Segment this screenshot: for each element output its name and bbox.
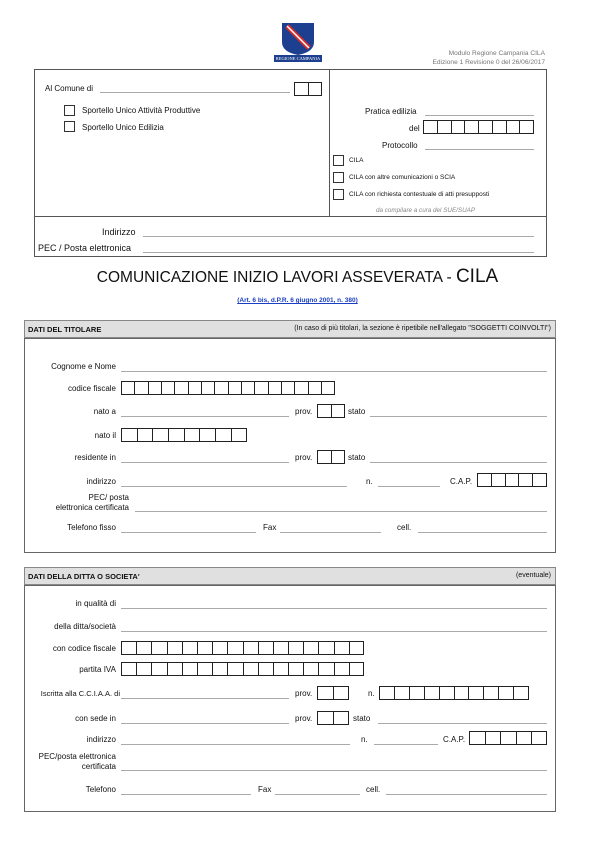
ditta-cap-label: C.A.P. xyxy=(443,735,466,744)
sue-checkbox[interactable] xyxy=(64,121,75,132)
ditta-pec-label2: certificata xyxy=(81,762,116,771)
titolare-heading-bar xyxy=(24,320,556,338)
ditta-cell-label: cell. xyxy=(366,785,381,794)
ditta-label: della ditta/società xyxy=(54,622,116,631)
suap-label: Sportello Unico Attività Produttive xyxy=(82,106,201,115)
titolare-heading: DATI DEL TITOLARE xyxy=(28,325,102,334)
cila-atti-option: CILA con richiesta contestuale di atti presupposti xyxy=(349,191,490,198)
cciaa-n-cells[interactable] xyxy=(379,686,529,700)
page-title xyxy=(0,266,595,288)
del-date-cells[interactable] xyxy=(423,120,534,134)
title-cila: CILA xyxy=(455,266,499,287)
ditta-cf-label: con codice fiscale xyxy=(52,644,116,653)
ditta-num-field[interactable] xyxy=(374,744,438,745)
cila-scia-checkbox[interactable] xyxy=(333,172,344,183)
ditta-indirizzo-label: indirizzo xyxy=(86,735,116,744)
fax-field[interactable] xyxy=(280,532,381,533)
ditta-num-label: n. xyxy=(361,735,368,744)
cila-atti-checkbox[interactable] xyxy=(333,189,344,200)
pec-field[interactable] xyxy=(143,252,534,253)
pec-label: PEC / Posta elettronica xyxy=(38,243,132,253)
num-label: n. xyxy=(366,477,373,486)
protocollo-field[interactable] xyxy=(425,149,534,150)
residente-field[interactable] xyxy=(121,462,289,463)
iva-cells[interactable] xyxy=(121,662,364,676)
cognome-label: Cognome e Nome xyxy=(51,362,116,371)
res-stato-field[interactable] xyxy=(370,462,547,463)
ditta-fax-label: Fax xyxy=(258,785,272,794)
nato-il-label: nato il xyxy=(94,431,116,440)
indirizzo-titolare-field[interactable] xyxy=(121,486,347,487)
logo-caption: REGIONE CAMPANIA xyxy=(275,56,321,61)
cf-label: codice fiscale xyxy=(67,384,116,393)
protocollo-label: Protocollo xyxy=(382,141,418,150)
pec-titolare-label1: PEC/ posta xyxy=(88,493,129,502)
pec-titolare-label2: elettronica certificata xyxy=(55,503,129,512)
title-main: COMUNICAZIONE INIZIO LAVORI ASSEVERATA - xyxy=(96,269,456,286)
num-field[interactable] xyxy=(378,486,440,487)
suap-checkbox[interactable] xyxy=(64,105,75,116)
cciaa-label: Iscritta alla C.C.I.A.A. di xyxy=(40,689,120,698)
res-prov-cells[interactable] xyxy=(317,450,345,464)
sue-note: da compilare a cura del SUE/SUAP xyxy=(376,207,476,214)
pratica-field[interactable] xyxy=(425,115,534,116)
ditta-heading: DATI DELLA DITTA O SOCIETA' xyxy=(28,572,140,581)
sede-stato-field[interactable] xyxy=(378,723,547,724)
box-divider-horizontal xyxy=(34,216,547,217)
cciaa-prov-label: prov. xyxy=(295,689,313,698)
cf-cells[interactable] xyxy=(121,381,335,395)
iva-label: partita IVA xyxy=(79,665,116,674)
qualita-field[interactable] xyxy=(121,608,547,609)
ditta-telefono-field[interactable] xyxy=(121,794,251,795)
cciaa-n-label: n. xyxy=(368,689,375,698)
nato-a-field[interactable] xyxy=(121,416,289,417)
sede-stato-label: stato xyxy=(353,714,371,723)
nato-stato-field[interactable] xyxy=(370,416,547,417)
cell-field[interactable] xyxy=(418,532,547,533)
ditta-field[interactable] xyxy=(121,631,547,632)
ditta-note: (eventuale) xyxy=(515,572,551,579)
nato-prov-label: prov. xyxy=(295,407,313,416)
titolare-note: (In caso di più titolari, la sezione è ripetibile nell'allegato "SOGGETTI COINVOLTI") xyxy=(294,325,551,332)
legal-reference-link[interactable]: (Art. 6 bis, d.P.R. 6 giugno 2001, n. 380) xyxy=(237,297,358,304)
comune-field[interactable] xyxy=(100,92,290,93)
sue-label: Sportello Unico Edilizia xyxy=(82,123,164,132)
telefono-field[interactable] xyxy=(121,532,256,533)
nato-prov-cells[interactable] xyxy=(317,404,345,418)
region-crest-icon xyxy=(274,22,322,55)
cell-label: cell. xyxy=(397,523,412,532)
qualita-label: in qualità di xyxy=(75,599,116,608)
form-edition: Edizione 1 Revisione 0 del 26/06/2017 xyxy=(432,59,545,66)
ditta-pec-label1: PEC/posta elettronica xyxy=(38,752,116,761)
ditta-heading-bar xyxy=(24,567,556,585)
cciaa-field[interactable] xyxy=(121,698,289,699)
comune-label: Al Comune di xyxy=(45,84,94,93)
residente-label: residente in xyxy=(74,453,116,462)
region-logo xyxy=(274,22,322,64)
ditta-fax-field[interactable] xyxy=(275,794,360,795)
pec-titolare-field[interactable] xyxy=(135,511,547,512)
form-name: Modulo Regione Campania CILA xyxy=(448,50,545,57)
nato-stato-label: stato xyxy=(348,407,366,416)
cognome-field[interactable] xyxy=(121,371,547,372)
form-header-info xyxy=(432,49,545,67)
comune-code-cells[interactable] xyxy=(294,82,322,96)
box-divider xyxy=(329,69,330,216)
del-label: del xyxy=(409,124,420,133)
ditta-indirizzo-field[interactable] xyxy=(121,744,350,745)
ditta-cell-field[interactable] xyxy=(386,794,547,795)
telefono-label: Telefono fisso xyxy=(67,523,116,532)
cap-cells[interactable] xyxy=(477,473,547,487)
sede-field[interactable] xyxy=(121,723,289,724)
cciaa-prov-cells[interactable] xyxy=(317,686,349,700)
indirizzo-titolare-label: indirizzo xyxy=(86,477,116,486)
pratica-label: Pratica edilizia xyxy=(365,107,417,116)
indirizzo-field[interactable] xyxy=(143,236,534,237)
sede-prov-label: prov. xyxy=(295,714,313,723)
cila-checkbox[interactable] xyxy=(333,155,344,166)
cila-option: CILA xyxy=(349,157,364,164)
res-stato-label: stato xyxy=(348,453,366,462)
cap-label: C.A.P. xyxy=(450,477,473,486)
nato-a-label: nato a xyxy=(93,407,116,416)
cila-scia-option: CILA con altre comunicazioni o SCIA xyxy=(349,174,456,181)
ditta-telefono-label: Telefono xyxy=(85,785,116,794)
indirizzo-label: Indirizzo xyxy=(102,227,136,237)
ditta-pec-field[interactable] xyxy=(121,770,547,771)
res-prov-label: prov. xyxy=(295,453,313,462)
nato-il-cells[interactable] xyxy=(121,428,247,442)
sede-label: con sede in xyxy=(75,714,116,723)
fax-label: Fax xyxy=(263,523,277,532)
ditta-cap-cells[interactable] xyxy=(469,731,547,745)
ditta-cf-cells[interactable] xyxy=(121,641,364,655)
sede-prov-cells[interactable] xyxy=(317,711,349,725)
